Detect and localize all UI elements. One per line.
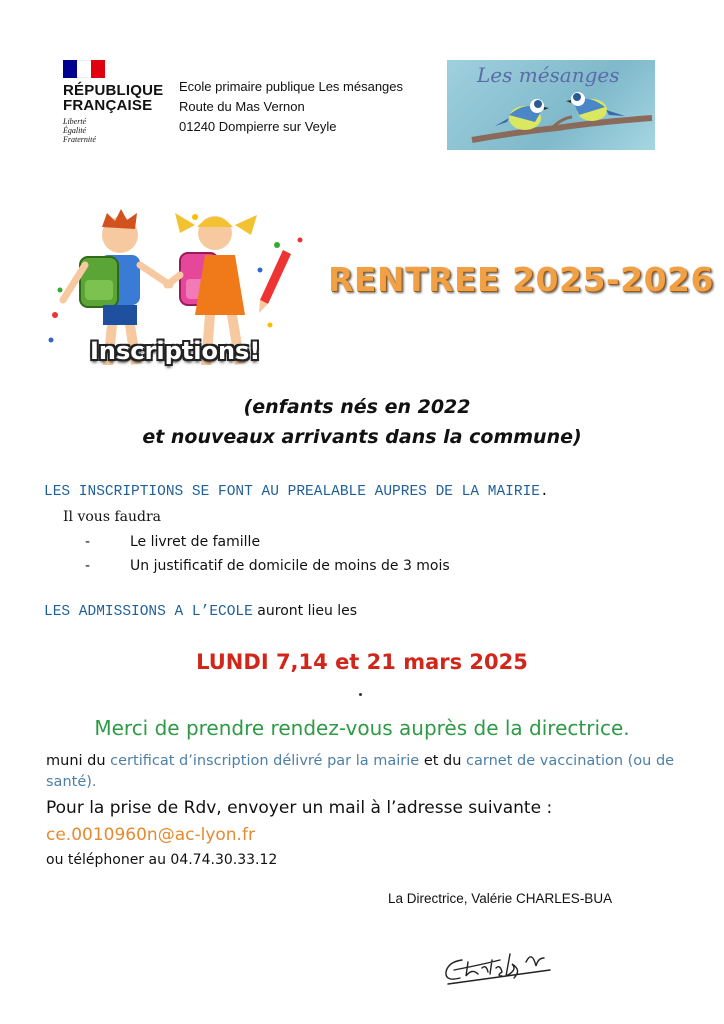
bullet: - (85, 534, 91, 550)
muni-end: . (91, 774, 97, 790)
admissions-text: auront lieu les (252, 603, 358, 619)
certificat-text: certificat d’inscription délivré par la mairie (110, 753, 420, 769)
directrice-signature-text: La Directrice, Valérie CHARLES-BUA (388, 891, 613, 906)
list-item (85, 554, 450, 578)
motto-liberte: Liberté (63, 117, 87, 126)
inscription-heading (44, 484, 549, 500)
email-link[interactable]: ce.0010960n@ac-lyon.fr (46, 825, 255, 845)
republique-line2: FRANÇAISE (63, 97, 153, 114)
mesanges-logo (447, 60, 655, 150)
school-street: Route du Mas Vernon (179, 99, 305, 114)
eligibility-line1: (enfants nés en 2022 (243, 396, 471, 418)
motto-fraternite: Fraternité (63, 135, 96, 144)
inscription-heading-text: LES INSCRIPTIONS SE FONT AU PREALABLE AUPRES DE LA MAIRIE (44, 484, 540, 500)
school-city: 01240 Dompierre sur Veyle (179, 119, 337, 134)
mesanges-logo-title: Les mésanges (477, 63, 620, 87)
republique-line1: RÉPUBLIQUE (63, 82, 164, 99)
document-livret: Le livret de famille (130, 534, 261, 550)
prise-rdv-text: Pour la prise de Rdv, envoyer un mail à l’adresse suivante : (46, 798, 553, 818)
inscriptions-label: Inscriptions! (90, 337, 261, 365)
handwritten-signature (440, 940, 565, 990)
list-item (85, 530, 450, 554)
muni-text (46, 751, 696, 793)
republique-francaise-logo (63, 60, 173, 144)
admissions-line (44, 603, 357, 620)
school-name: Ecole primaire publique Les mésanges (179, 79, 404, 94)
motto-egalite: Égalité (63, 126, 87, 135)
phone-text: ou téléphoner au 04.74.30.33.12 (46, 852, 278, 868)
separator-dot (359, 693, 362, 696)
birds-illustration (447, 60, 655, 150)
republique-motto (63, 117, 173, 144)
muni-prefix: muni du (46, 753, 111, 769)
document-justificatif: Un justificatif de domicile de moins de 3 mois (130, 558, 450, 574)
admissions-heading: LES ADMISSIONS A L’ECOLE (44, 604, 253, 620)
et-du: et du (419, 753, 467, 769)
admission-dates: LUNDI 7,14 et 21 mars 2025 (196, 650, 528, 674)
carnet-text: carnet de vaccination (ou de santé) (46, 753, 675, 790)
eligibility-line2: et nouveaux arrivants dans la commune) (142, 426, 582, 448)
marianne-flag-icon (63, 60, 105, 78)
bullet: - (85, 558, 91, 574)
documents-list (85, 530, 450, 578)
republique-name (63, 83, 173, 113)
merci-text: Merci de prendre rendez-vous auprès de la directrice. (94, 716, 630, 740)
eligibility-text (0, 392, 724, 452)
inscription-intro: Il vous faudra (63, 509, 161, 525)
inscription-heading-end: . (539, 484, 549, 500)
school-address (179, 77, 403, 137)
kids-illustration (45, 205, 315, 390)
rentree-title: RENTREE 2025-2026 (328, 260, 714, 299)
